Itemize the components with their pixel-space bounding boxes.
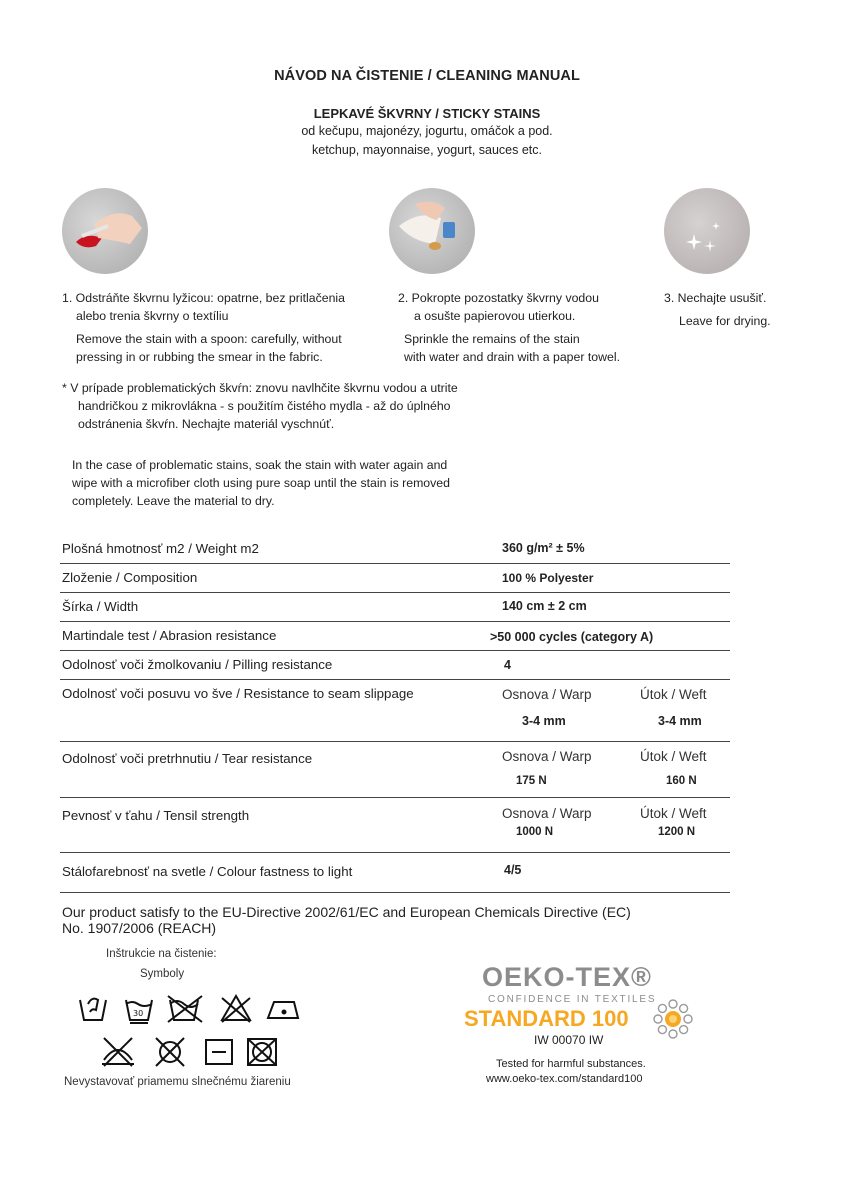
divider	[60, 650, 730, 651]
tear-warp-header: Osnova / Warp	[502, 749, 592, 764]
step1-text	[62, 289, 345, 366]
divider	[60, 679, 730, 680]
spec-light-label: Stálofarebnosť na svetle / Colour fastness to light	[62, 864, 353, 879]
care-symbols-row1	[78, 992, 308, 1031]
note-en-line3: completely. Leave the material to dry.	[72, 494, 275, 508]
section-subtitle-en: ketchup, mayonnaise, yogurt, sauces etc.	[312, 143, 542, 157]
oekotex-url: www.oeko-tex.com/standard100	[486, 1073, 643, 1085]
do-not-dry-clean-icon	[156, 1038, 184, 1066]
divider	[60, 621, 730, 622]
note-sk-line1: * V prípade problematických škvŕn: znovu navlhčite škvrnu vodou a utrite	[62, 381, 458, 395]
seam-weft-header: Útok / Weft	[640, 687, 707, 702]
spec-weight-label: Plošná hmotnosť m2 / Weight m2	[62, 541, 259, 556]
seam-weft-value: 3-4 mm	[658, 714, 702, 728]
step1-en-line2: pressing in or rubbing the smear in the fabric.	[76, 350, 323, 364]
spec-weight-value: 360 g/m² ± 5%	[502, 541, 585, 555]
no-tumble-dry-icon	[102, 1038, 134, 1066]
step3-en-line1: Leave for drying.	[679, 314, 771, 328]
wash-temp-label: 30	[133, 1009, 144, 1018]
spec-width-label: Šírka / Width	[62, 599, 139, 614]
oekotex-tagline: CONFIDENCE IN TEXTILES	[488, 994, 657, 1005]
divider	[60, 852, 730, 853]
section-subtitle-sk: od kečupu, majonézy, jogurtu, omáčok a pod.	[301, 124, 553, 138]
oekotex-tested: Tested for harmful substances.	[496, 1058, 646, 1070]
step2-sk-line1: 2. Pokropte pozostatky škvrny vodou	[398, 291, 599, 305]
section-title: LEPKAVÉ ŠKVRNY / STICKY STAINS	[313, 106, 541, 121]
spec-martindale-label: Martindale test / Abrasion resistance	[62, 628, 277, 643]
step1-image	[62, 188, 148, 274]
oekotex-code: IW 00070 IW	[534, 1033, 604, 1047]
spec-tensil-label: Pevnosť v ťahu / Tensil strength	[62, 808, 250, 823]
step1-sk-line2: alebo trenia škvrny o textíliu	[76, 309, 229, 323]
directive-line1: Our product satisfy to the EU-Directive 2002/61/EC and European Chemicals Directive (EC)	[62, 904, 631, 920]
note-sk-line3: odstránenia škvŕn. Nechajte materiál vyschnúť.	[78, 417, 335, 431]
tear-weft-header: Útok / Weft	[640, 749, 707, 764]
tensil-warp-header: Osnova / Warp	[502, 806, 592, 821]
step3-sk-line1: 3. Nechajte usušiť.	[664, 291, 767, 305]
care-subheading: Symboly	[140, 968, 185, 980]
step2-text	[398, 289, 620, 366]
tensil-weft-header: Útok / Weft	[640, 806, 707, 821]
directive-line2: No. 1907/2006 (REACH)	[62, 920, 217, 936]
hand-wash-icon	[80, 999, 106, 1020]
step3-text	[664, 289, 771, 330]
page-title: NÁVOD NA ČISTENIE / CLEANING MANUAL	[274, 68, 580, 84]
step2-image	[389, 188, 475, 274]
seam-warp-header: Osnova / Warp	[502, 687, 592, 702]
spec-pilling-label: Odolnosť voči žmolkovaniu / Pilling resistance	[62, 657, 333, 672]
step1-en-line1: Remove the stain with a spoon: carefully, without	[76, 332, 342, 346]
note-en-line1: In the case of problematic stains, soak the stain with water again and	[72, 458, 448, 472]
iron-low-icon	[268, 1002, 298, 1018]
spec-light-value: 4/5	[504, 863, 522, 877]
oekotex-standard: STANDARD 100	[464, 1006, 629, 1031]
tear-weft-value: 160 N	[666, 775, 697, 787]
care-symbols-row2	[102, 1036, 282, 1073]
note-sk	[62, 379, 458, 433]
spec-composition-value: 100 % Polyester	[502, 571, 594, 585]
spec-martindale-value: >50 000 cycles (category A)	[490, 630, 654, 644]
wash-30-icon	[126, 1000, 152, 1023]
divider	[60, 797, 730, 798]
step2-en-line1: Sprinkle the remains of the stain	[404, 332, 580, 346]
do-not-wash-icon	[168, 996, 202, 1022]
step1-sk-line1: 1. Odstráňte škvrnu lyžicou: opatrne, bez pritlačenia	[62, 291, 345, 305]
note-en-line2: wipe with a microfiber cloth using pure soap until the stain is removed	[72, 476, 450, 490]
tensil-weft-value: 1200 N	[658, 826, 696, 838]
seam-warp-value: 3-4 mm	[522, 714, 566, 728]
oekotex-flower-icon	[650, 996, 696, 1047]
tear-warp-value: 175 N	[516, 775, 547, 787]
do-not-bleach-icon	[222, 996, 250, 1022]
step3-image	[664, 188, 750, 274]
divider	[60, 592, 730, 593]
spec-pilling-value: 4	[504, 658, 511, 672]
spec-composition-label: Zloženie / Composition	[62, 570, 198, 585]
tensil-warp-value: 1000 N	[516, 826, 554, 838]
note-en	[72, 456, 450, 510]
do-not-tumble-dry-icon	[248, 1039, 276, 1065]
spec-width-value: 140 cm ± 2 cm	[502, 599, 587, 613]
spec-tear-label: Odolnosť voči pretrhnutiu / Tear resistance	[62, 751, 313, 766]
step2-en-line2: with water and drain with a paper towel.	[404, 350, 620, 364]
care-footer-note: Nevystavovať priamemu slnečnému žiareniu	[64, 1076, 291, 1088]
oekotex-logo-text: OEKO-TEX®	[482, 962, 652, 992]
note-sk-line2: handričkou z mikrovlákna - s použitím čistého mydla - až do úplného	[78, 399, 451, 413]
spec-seam-label: Odolnosť voči posuvu vo šve / Resistance to seam slippage	[62, 686, 414, 701]
divider	[60, 563, 730, 564]
care-heading: Inštrukcie na čistenie:	[106, 948, 217, 960]
divider	[60, 741, 730, 742]
divider	[60, 892, 730, 893]
step2-sk-line2: a osušte papierovou utierkou.	[414, 309, 576, 323]
directive-text	[62, 904, 631, 936]
dry-flat-icon	[206, 1040, 232, 1064]
